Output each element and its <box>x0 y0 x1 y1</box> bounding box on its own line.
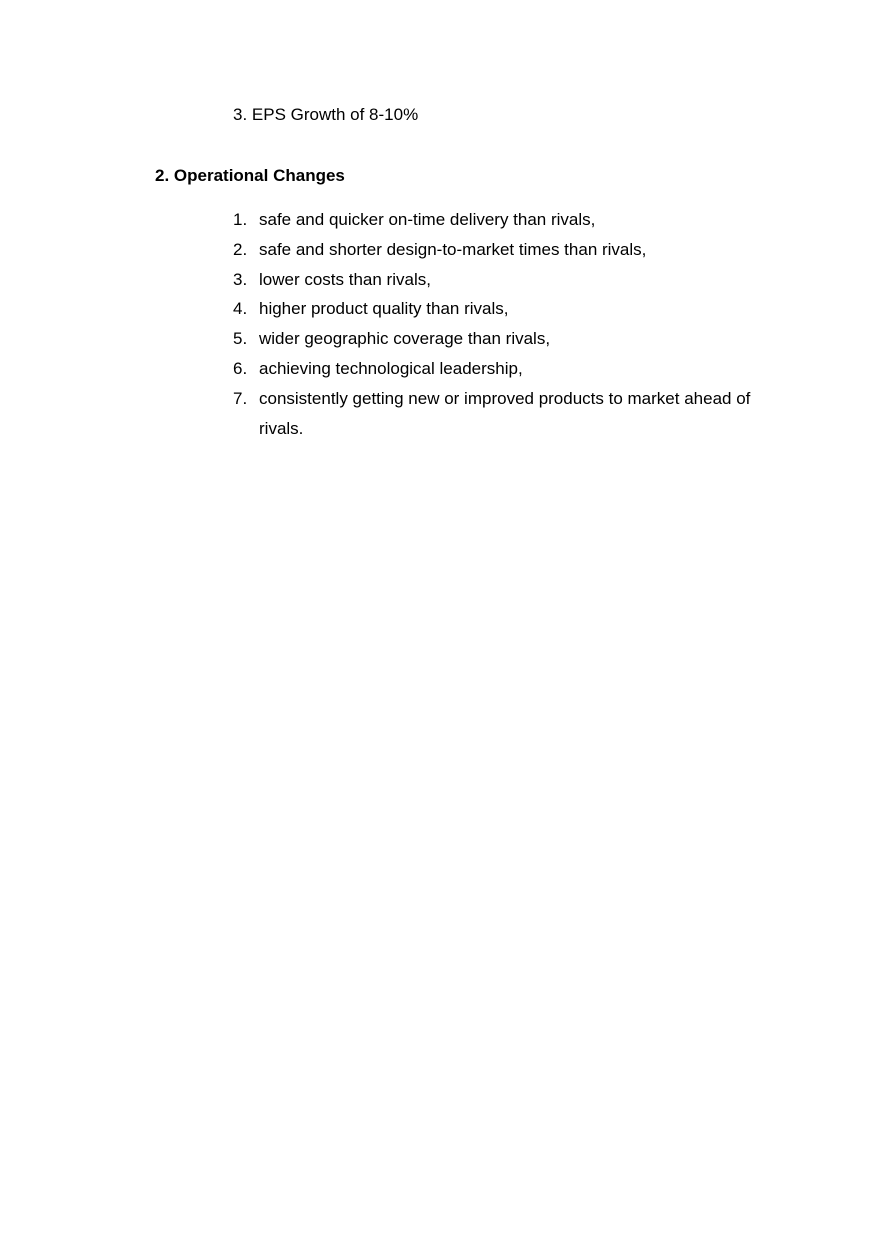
list-item-text: achieving technological leadership, <box>259 358 523 378</box>
list-item-number: 7. <box>233 388 248 408</box>
list-item-number: 5. <box>233 329 248 349</box>
list-item-text: higher product quality than rivals, <box>259 299 509 319</box>
list-item-number: 1. <box>233 210 248 229</box>
list-item-number: 3. <box>233 269 248 289</box>
list-item-text: lower costs than rivals, <box>259 269 431 289</box>
section-heading: 2. Operational Changes <box>155 166 345 185</box>
list-item <box>233 324 773 354</box>
list-item-number: 6. <box>233 358 248 378</box>
list-item-text: safe and quicker on-time delivery than rivals, <box>259 210 596 229</box>
list-item-number: 4. <box>233 299 248 319</box>
list-item <box>233 294 773 324</box>
list-item <box>233 235 773 265</box>
list-item <box>233 265 773 295</box>
list-item <box>233 384 773 444</box>
list-item <box>233 354 773 384</box>
operational-changes-list <box>233 205 773 443</box>
list-item-text: wider geographic coverage than rivals, <box>259 329 551 349</box>
list-item <box>233 205 773 235</box>
list-item-text: consistently getting new or improved products to market ahead of rivals. <box>259 388 751 438</box>
continued-list-item: 3. EPS Growth of 8-10% <box>233 105 419 124</box>
list-item-text: safe and shorter design-to-market times than rivals, <box>259 239 647 259</box>
list-item-number: 2. <box>233 239 248 259</box>
